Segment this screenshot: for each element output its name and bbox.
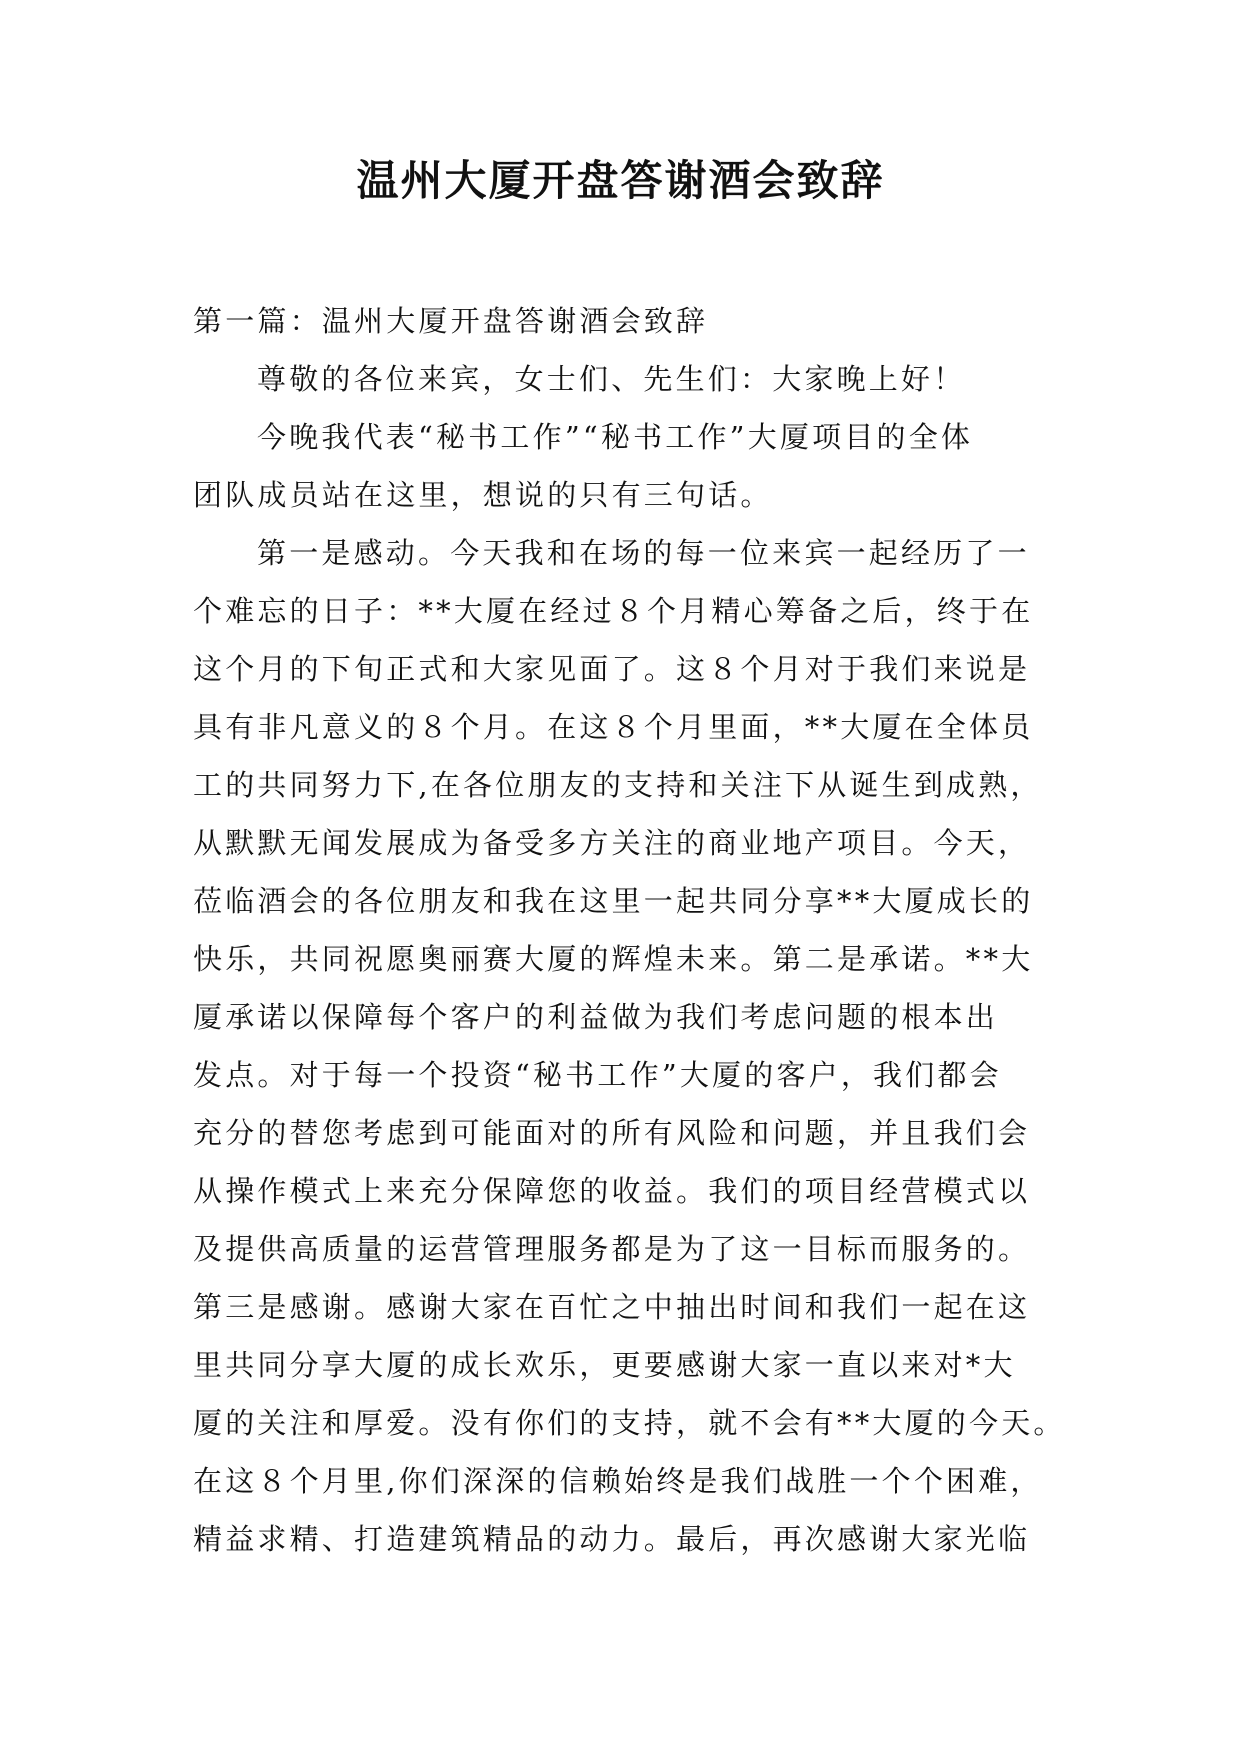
paragraph-line: 在这８个月里,你们深深的信赖始终是我们战胜一个个困难， [193,1464,1043,1498]
paragraph-line: 厦承诺以保障每个客户的利益做为我们考虑问题的根本出 [193,1000,999,1034]
section-heading: 第一篇：温州大厦开盘答谢酒会致辞 [193,304,709,338]
paragraph-line: 个难忘的日子：**大厦在经过８个月精心筹备之后，终于在 [193,594,1034,628]
paragraph-line: 第一是感动。今天我和在场的每一位来宾一起经历了一 [257,536,1030,570]
paragraph-line: 第三是感谢。感谢大家在百忙之中抽出时间和我们一起在这 [193,1290,1031,1324]
paragraph-line: 莅临酒会的各位朋友和我在这里一起共同分享**大厦成长的 [193,884,1034,918]
paragraph-line: 快乐，共同祝愿奥丽赛大厦的辉煌未来。第二是承诺。**大 [193,942,1034,976]
paragraph-line: 具有非凡意义的８个月。在这８个月里面，**大厦在全体员 [193,710,1034,744]
paragraph-line: 从默默无闻发展成为备受多方关注的商业地产项目。今天， [193,826,1031,860]
paragraph-line: 工的共同努力下,在各位朋友的支持和关注下从诞生到成熟， [193,768,1043,802]
paragraph-line: 发点。对于每一个投资“秘书工作”大厦的客户，我们都会 [193,1058,1002,1092]
paragraph-line: 里共同分享大厦的成长欢乐，更要感谢大家一直以来对*大 [193,1348,1016,1382]
paragraph-line: 从操作模式上来充分保障您的收益。我们的项目经营模式以 [193,1174,1031,1208]
paragraph-line: 厦的关注和厚爱。没有你们的支持，就不会有**大厦的今天。 [193,1406,1066,1440]
paragraph-line: 充分的替您考虑到可能面对的所有风险和问题，并且我们会 [193,1116,1031,1150]
paragraph-line: 精益求精、打造建筑精品的动力。最后，再次感谢大家光临 [193,1522,1031,1556]
paragraph-line: 今晚我代表“秘书工作”“秘书工作”大厦项目的全体 [257,420,974,454]
document-title: 温州大厦开盘答谢酒会致辞 [356,156,885,205]
paragraph-line: 及提供高质量的运营管理服务都是为了这一目标而服务的。 [193,1232,1031,1266]
paragraph-line: 团队成员站在这里，想说的只有三句话。 [193,478,773,512]
document-body [193,292,1066,1568]
salutation-line: 尊敬的各位来宾，女士们、先生们：大家晚上好！ [257,362,966,396]
paragraph-line: 这个月的下旬正式和大家见面了。这８个月对于我们来说是 [193,652,1031,686]
